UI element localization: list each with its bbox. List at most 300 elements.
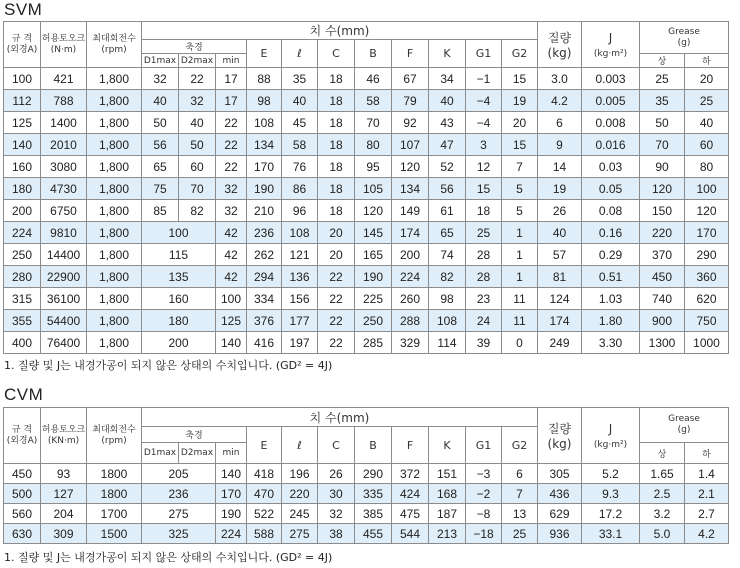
svm-table-cell: 115: [142, 244, 216, 266]
svm-table-cell: 80: [355, 134, 392, 156]
svm-table-cell: 50: [640, 112, 685, 134]
cvm-table-cell: 26: [318, 464, 355, 484]
svm-table-cell: 98: [429, 288, 466, 310]
svm-table-cell: 108: [429, 310, 466, 332]
svm-table-cell: 35: [282, 68, 318, 90]
svm-table-cell: 170: [685, 222, 729, 244]
cvm-table-cell: 500: [4, 484, 41, 504]
svm-table-cell: 4730: [41, 178, 87, 200]
svm-table-cell: 250: [355, 310, 392, 332]
cvm-grease-lower-header: 하: [685, 443, 729, 464]
cvm-table-cell: 1.65: [640, 464, 685, 484]
svm-table-cell: 1400: [41, 112, 87, 134]
svm-table-cell: 18: [318, 134, 355, 156]
svm-table-cell: 100: [4, 68, 41, 90]
svm-table-cell: 57: [538, 244, 582, 266]
svm-table-cell: 1,800: [87, 156, 142, 178]
svm-table-cell: 174: [538, 310, 582, 332]
cvm-table-cell: 450: [4, 464, 41, 484]
g2-header: G2: [502, 40, 538, 68]
svm-table-cell: 18: [318, 68, 355, 90]
svm-table-cell: 70: [640, 134, 685, 156]
svm-table-cell: 1,800: [87, 288, 142, 310]
cvm-table-cell: 1700: [87, 504, 142, 524]
svm-table-cell: 177: [282, 310, 318, 332]
svm-table-cell: 125: [216, 310, 247, 332]
svm-table-cell: 5: [502, 200, 538, 222]
svm-table-cell: 0: [502, 332, 538, 354]
svm-table-cell: 15: [502, 68, 538, 90]
svm-table-cell: 20: [318, 222, 355, 244]
cvm-table-cell: 372: [392, 464, 429, 484]
svm-table-cell: 18: [318, 112, 355, 134]
svm-table-cell: 19: [502, 90, 538, 112]
svm-table-cell: 22: [318, 310, 355, 332]
svm-table-cell: 140: [216, 332, 247, 354]
svm-table-cell: 5: [502, 178, 538, 200]
svm-table-cell: 1000: [685, 332, 729, 354]
svm-table-cell: 22: [318, 288, 355, 310]
svm-table-cell: 0.05: [582, 178, 640, 200]
svm-table-cell: 200: [392, 244, 429, 266]
svm-table-cell: 40: [429, 90, 466, 112]
svm-table-cell: 249: [538, 332, 582, 354]
cvm-table-cell: 630: [4, 524, 41, 544]
cvm-spec-table: [3, 407, 729, 544]
svm-table-cell: 60: [179, 156, 216, 178]
svm-table-cell: 17: [216, 68, 247, 90]
svm-table-cell: 0.16: [582, 222, 640, 244]
svm-table-cell: 150: [640, 200, 685, 222]
cvm-size-header: 규 격 (외경A): [4, 408, 41, 464]
cvm-table-cell: 13: [502, 504, 538, 524]
e-header: E: [247, 40, 282, 68]
mass-header: 질량 (kg): [538, 22, 582, 68]
svm-table-cell: 1,800: [87, 310, 142, 332]
cvm-title: CVM: [4, 385, 44, 404]
svm-table-cell: 40: [179, 112, 216, 134]
cvm-table-cell: 2.1: [685, 484, 729, 504]
cvm-table-cell: 418: [247, 464, 282, 484]
svm-table-cell: 1.80: [582, 310, 640, 332]
svm-table-cell: 100: [216, 288, 247, 310]
cvm-table-cell: 140: [216, 464, 247, 484]
svm-table-cell: 22: [318, 266, 355, 288]
cvm-table-cell: 190: [216, 504, 247, 524]
cvm-dimensions-header: 치 수(mm): [142, 408, 538, 427]
svm-table-cell: 136: [282, 266, 318, 288]
cvm-table-cell: 1.4: [685, 464, 729, 484]
cvm-table-cell: 38: [318, 524, 355, 544]
svm-table-cell: 120: [355, 200, 392, 222]
svm-table-cell: 90: [640, 156, 685, 178]
svm-table-cell: 35: [640, 90, 685, 112]
svm-table-cell: 32: [216, 178, 247, 200]
svm-table-cell: 329: [392, 332, 429, 354]
svm-table-cell: 25: [640, 68, 685, 90]
svm-table-cell: 70: [179, 178, 216, 200]
svm-table-cell: 134: [247, 134, 282, 156]
svm-table-cell: 82: [429, 266, 466, 288]
svm-table-cell: 3080: [41, 156, 87, 178]
cvm-table-cell: 236: [142, 484, 216, 504]
cvm-table-cell: 1800: [87, 484, 142, 504]
cvm-table-cell: 3.2: [640, 504, 685, 524]
svm-table-cell: 45: [282, 112, 318, 134]
svm-table-cell: 18: [318, 200, 355, 222]
svm-table-cell: 421: [41, 68, 87, 90]
cvm-table-cell: 309: [41, 524, 87, 544]
svm-table-cell: 0.03: [582, 156, 640, 178]
cvm-rpm-header: 최대회전수 (rpm): [87, 408, 142, 464]
cvm-table-cell: 455: [355, 524, 392, 544]
cvm-table-cell: 224: [216, 524, 247, 544]
svm-table-cell: 39: [466, 332, 502, 354]
cvm-table-cell: 196: [282, 464, 318, 484]
svm-table-row: [4, 178, 729, 200]
svm-table-cell: 22: [179, 68, 216, 90]
cvm-table-cell: 17.2: [582, 504, 640, 524]
svm-table-cell: 1,800: [87, 178, 142, 200]
svm-table-cell: 3.30: [582, 332, 640, 354]
svm-table-cell: 80: [685, 156, 729, 178]
svm-table-cell: 42: [216, 266, 247, 288]
cvm-g1-header: G1: [466, 427, 502, 464]
svm-table-cell: 376: [247, 310, 282, 332]
cvm-min-header: min: [216, 443, 247, 464]
svm-table-cell: 149: [392, 200, 429, 222]
svm-table-cell: 200: [142, 332, 216, 354]
svm-table-cell: 42: [216, 244, 247, 266]
svm-table-cell: 1,800: [87, 332, 142, 354]
svm-table-row: [4, 222, 729, 244]
svm-table-cell: 23: [466, 288, 502, 310]
svm-table-cell: 1: [502, 222, 538, 244]
svm-table-cell: 1,800: [87, 266, 142, 288]
svm-table-cell: 124: [538, 288, 582, 310]
svm-table-cell: 0.51: [582, 266, 640, 288]
svm-table-row: [4, 90, 729, 112]
cvm-g2-header: G2: [502, 427, 538, 464]
svm-table-cell: 28: [466, 266, 502, 288]
cvm-table-cell: 25: [502, 524, 538, 544]
svm-table-row: [4, 266, 729, 288]
svm-table-cell: 86: [282, 178, 318, 200]
svm-table-cell: 6: [538, 112, 582, 134]
cvm-table-row: [4, 484, 729, 504]
svm-table-cell: 190: [247, 178, 282, 200]
svm-table-cell: 1: [502, 266, 538, 288]
cvm-table-row: [4, 464, 729, 484]
k-header: K: [429, 40, 466, 68]
cvm-f-header: F: [392, 427, 429, 464]
svm-table-cell: 220: [640, 222, 685, 244]
svm-table-cell: 92: [392, 112, 429, 134]
svm-table-cell: 43: [429, 112, 466, 134]
min-header: min: [216, 54, 247, 68]
svm-table-cell: 50: [142, 112, 179, 134]
svm-table-cell: 120: [685, 200, 729, 222]
svm-table-cell: 18: [466, 200, 502, 222]
cvm-table-cell: 7: [502, 484, 538, 504]
cvm-table-cell: 245: [282, 504, 318, 524]
svm-table-cell: 46: [355, 68, 392, 90]
svm-table-row: [4, 332, 729, 354]
svm-table-cell: 1,800: [87, 200, 142, 222]
svm-table-cell: 180: [4, 178, 41, 200]
svm-table-cell: 165: [355, 244, 392, 266]
svm-table-cell: 450: [640, 266, 685, 288]
svm-table-cell: 120: [640, 178, 685, 200]
svm-table-cell: 0.003: [582, 68, 640, 90]
svm-table-cell: 15: [466, 178, 502, 200]
svm-table-cell: 108: [282, 222, 318, 244]
cvm-table-cell: 275: [142, 504, 216, 524]
svm-table-cell: 67: [392, 68, 429, 90]
svm-table-cell: 22: [216, 112, 247, 134]
cvm-table-cell: 5.0: [640, 524, 685, 544]
svm-table-cell: 200: [4, 200, 41, 222]
svm-table-cell: 370: [640, 244, 685, 266]
b-header: B: [355, 40, 392, 68]
svm-table-cell: 40: [538, 222, 582, 244]
svm-table-cell: 4.2: [538, 90, 582, 112]
svm-table-cell: 1,800: [87, 134, 142, 156]
cvm-table-cell: 436: [538, 484, 582, 504]
svm-table-cell: 79: [392, 90, 429, 112]
cvm-bore-header: 축경: [142, 427, 247, 443]
svm-table-cell: 1300: [640, 332, 685, 354]
svm-table-cell: 12: [466, 156, 502, 178]
cvm-table-cell: 544: [392, 524, 429, 544]
svm-table-cell: 315: [4, 288, 41, 310]
cvm-grease-header: Grease (g): [640, 408, 729, 443]
svm-table-cell: 85: [142, 200, 179, 222]
l-header: ℓ: [282, 40, 318, 68]
cvm-mass-header: 질량 (kg): [538, 408, 582, 464]
cvm-e-header: E: [247, 427, 282, 464]
svm-table-cell: 2010: [41, 134, 87, 156]
svm-table-cell: 160: [142, 288, 216, 310]
svm-table-row: [4, 68, 729, 90]
svm-table-cell: 11: [502, 310, 538, 332]
cvm-table-cell: 424: [392, 484, 429, 504]
svm-table-cell: 620: [685, 288, 729, 310]
cvm-table-cell: 2.5: [640, 484, 685, 504]
cvm-table-cell: 9.3: [582, 484, 640, 504]
cvm-c-header: C: [318, 427, 355, 464]
svm-table-cell: 190: [355, 266, 392, 288]
cvm-table-cell: 30: [318, 484, 355, 504]
svm-table-cell: 3.0: [538, 68, 582, 90]
svm-table-row: [4, 112, 729, 134]
svm-table-cell: −4: [466, 112, 502, 134]
svm-table-cell: 56: [142, 134, 179, 156]
cvm-table-cell: 213: [429, 524, 466, 544]
svm-table-cell: 40: [282, 90, 318, 112]
svm-table-cell: 120: [392, 156, 429, 178]
cvm-table-cell: 290: [355, 464, 392, 484]
svm-table-cell: 788: [41, 90, 87, 112]
cvm-inertia-header: J (kg·m²): [582, 408, 640, 464]
cvm-b-header: B: [355, 427, 392, 464]
svm-table-cell: 40: [142, 90, 179, 112]
svm-table-cell: 20: [502, 112, 538, 134]
cvm-table-cell: 6: [502, 464, 538, 484]
svm-table-cell: 740: [640, 288, 685, 310]
svm-table-cell: 18: [318, 156, 355, 178]
svm-table-cell: 9810: [41, 222, 87, 244]
svm-table-cell: 36100: [41, 288, 87, 310]
svm-table-cell: 360: [685, 266, 729, 288]
cvm-table-cell: 385: [355, 504, 392, 524]
svm-table-cell: −1: [466, 68, 502, 90]
svm-table-cell: 250: [4, 244, 41, 266]
svm-table-cell: 156: [282, 288, 318, 310]
svm-table-cell: 19: [538, 178, 582, 200]
svm-table-cell: 15: [502, 134, 538, 156]
svm-table-cell: 236: [247, 222, 282, 244]
grease-header: Grease (g): [640, 22, 729, 54]
cvm-table-cell: 93: [41, 464, 87, 484]
svm-table-cell: 114: [429, 332, 466, 354]
cvm-table-cell: 470: [247, 484, 282, 504]
svm-table-cell: 50: [179, 134, 216, 156]
svm-table-cell: 1,800: [87, 90, 142, 112]
svm-table-cell: 100: [142, 222, 216, 244]
cvm-table-cell: 5.2: [582, 464, 640, 484]
svm-table-cell: 32: [142, 68, 179, 90]
cvm-table-cell: 522: [247, 504, 282, 524]
svm-table-cell: 88: [247, 68, 282, 90]
cvm-l-header: ℓ: [282, 427, 318, 464]
svm-table-cell: 22: [318, 332, 355, 354]
grease-upper-header: 상: [640, 54, 685, 68]
cvm-table-cell: 560: [4, 504, 41, 524]
cvm-table-cell: 187: [429, 504, 466, 524]
svm-table-cell: 42: [216, 222, 247, 244]
svm-table-cell: 14: [538, 156, 582, 178]
svm-table-cell: 9: [538, 134, 582, 156]
svm-table-cell: 105: [355, 178, 392, 200]
svm-table-cell: 900: [640, 310, 685, 332]
svm-footnote: 1. 질량 및 J는 내경가공이 되지 않은 상태의 수치입니다. (GD² = 4J): [4, 359, 333, 372]
svm-table-cell: 1.03: [582, 288, 640, 310]
svm-table-cell: 20: [685, 68, 729, 90]
cvm-table-cell: 32: [318, 504, 355, 524]
c-header: C: [318, 40, 355, 68]
svm-table-cell: 416: [247, 332, 282, 354]
cvm-table-cell: 275: [282, 524, 318, 544]
svm-table-row: [4, 200, 729, 222]
svm-table-cell: 262: [247, 244, 282, 266]
svm-table-row: [4, 134, 729, 156]
cvm-table-row: [4, 504, 729, 524]
cvm-table-cell: 204: [41, 504, 87, 524]
svm-table-cell: 32: [216, 200, 247, 222]
cvm-table-cell: 1500: [87, 524, 142, 544]
cvm-torque-header: 허용토오크 (KN·m): [41, 408, 87, 464]
cvm-table-row: [4, 524, 729, 544]
grease-lower-header: 하: [685, 54, 729, 68]
svm-table-cell: 107: [392, 134, 429, 156]
svm-table-row: [4, 156, 729, 178]
svm-table-cell: 108: [247, 112, 282, 134]
svm-table-cell: 95: [355, 156, 392, 178]
svm-table-cell: 65: [429, 222, 466, 244]
svm-table-cell: 52: [429, 156, 466, 178]
cvm-table-cell: 4.2: [685, 524, 729, 544]
svm-table-cell: 82: [179, 200, 216, 222]
svm-table-cell: 81: [538, 266, 582, 288]
svm-table-cell: 140: [4, 134, 41, 156]
svm-table-row: [4, 244, 729, 266]
cvm-table-cell: −8: [466, 504, 502, 524]
svm-table-cell: 22: [216, 134, 247, 156]
cvm-footnote: 1. 질량 및 J는 내경가공이 되지 않은 상태의 수치입니다. (GD² = 4J): [4, 551, 333, 564]
cvm-table-cell: 33.1: [582, 524, 640, 544]
svm-table-cell: 121: [282, 244, 318, 266]
svm-table-cell: 355: [4, 310, 41, 332]
cvm-grease-upper-header: 상: [640, 443, 685, 464]
size-header: 규 격 (외경A): [4, 22, 41, 68]
cvm-table-cell: 220: [282, 484, 318, 504]
svm-table-cell: 28: [466, 244, 502, 266]
svm-table-cell: 22900: [41, 266, 87, 288]
svm-table-cell: 18: [318, 178, 355, 200]
svm-table-row: [4, 288, 729, 310]
svm-table-cell: 280: [4, 266, 41, 288]
svm-table-cell: 24: [466, 310, 502, 332]
svm-table-cell: 65: [142, 156, 179, 178]
svm-table-cell: 1: [502, 244, 538, 266]
svm-table-cell: 174: [392, 222, 429, 244]
svm-table-cell: 20: [318, 244, 355, 266]
torque-header: 허용토오크 (N·m): [41, 22, 87, 68]
svm-table-cell: 98: [247, 90, 282, 112]
svm-table-cell: 22: [216, 156, 247, 178]
cvm-table-cell: 1800: [87, 464, 142, 484]
svm-table-cell: 0.005: [582, 90, 640, 112]
cvm-table-cell: 588: [247, 524, 282, 544]
cvm-d2max-header: D2max: [179, 443, 216, 464]
svm-title: SVM: [4, 0, 43, 19]
svm-table-cell: 0.08: [582, 200, 640, 222]
inertia-header: J (kg·m²): [582, 22, 640, 68]
svm-table-cell: 750: [685, 310, 729, 332]
svm-table-cell: 54400: [41, 310, 87, 332]
svm-table-cell: 197: [282, 332, 318, 354]
svm-table-cell: 294: [247, 266, 282, 288]
svm-table-cell: 11: [502, 288, 538, 310]
svm-table-cell: 224: [392, 266, 429, 288]
cvm-table-cell: 335: [355, 484, 392, 504]
cvm-d1max-header: D1max: [142, 443, 179, 464]
svm-table-cell: 70: [355, 112, 392, 134]
cvm-table-cell: 127: [41, 484, 87, 504]
svm-table-cell: 47: [429, 134, 466, 156]
svm-table-cell: 76400: [41, 332, 87, 354]
svm-spec-table: [3, 21, 729, 354]
cvm-k-header: K: [429, 427, 466, 464]
svm-table-cell: 74: [429, 244, 466, 266]
svm-table-cell: 290: [685, 244, 729, 266]
svm-table-cell: 25: [466, 222, 502, 244]
svm-table-cell: 125: [4, 112, 41, 134]
svm-table-row: [4, 310, 729, 332]
svm-table-cell: 160: [4, 156, 41, 178]
svm-table-cell: 170: [247, 156, 282, 178]
